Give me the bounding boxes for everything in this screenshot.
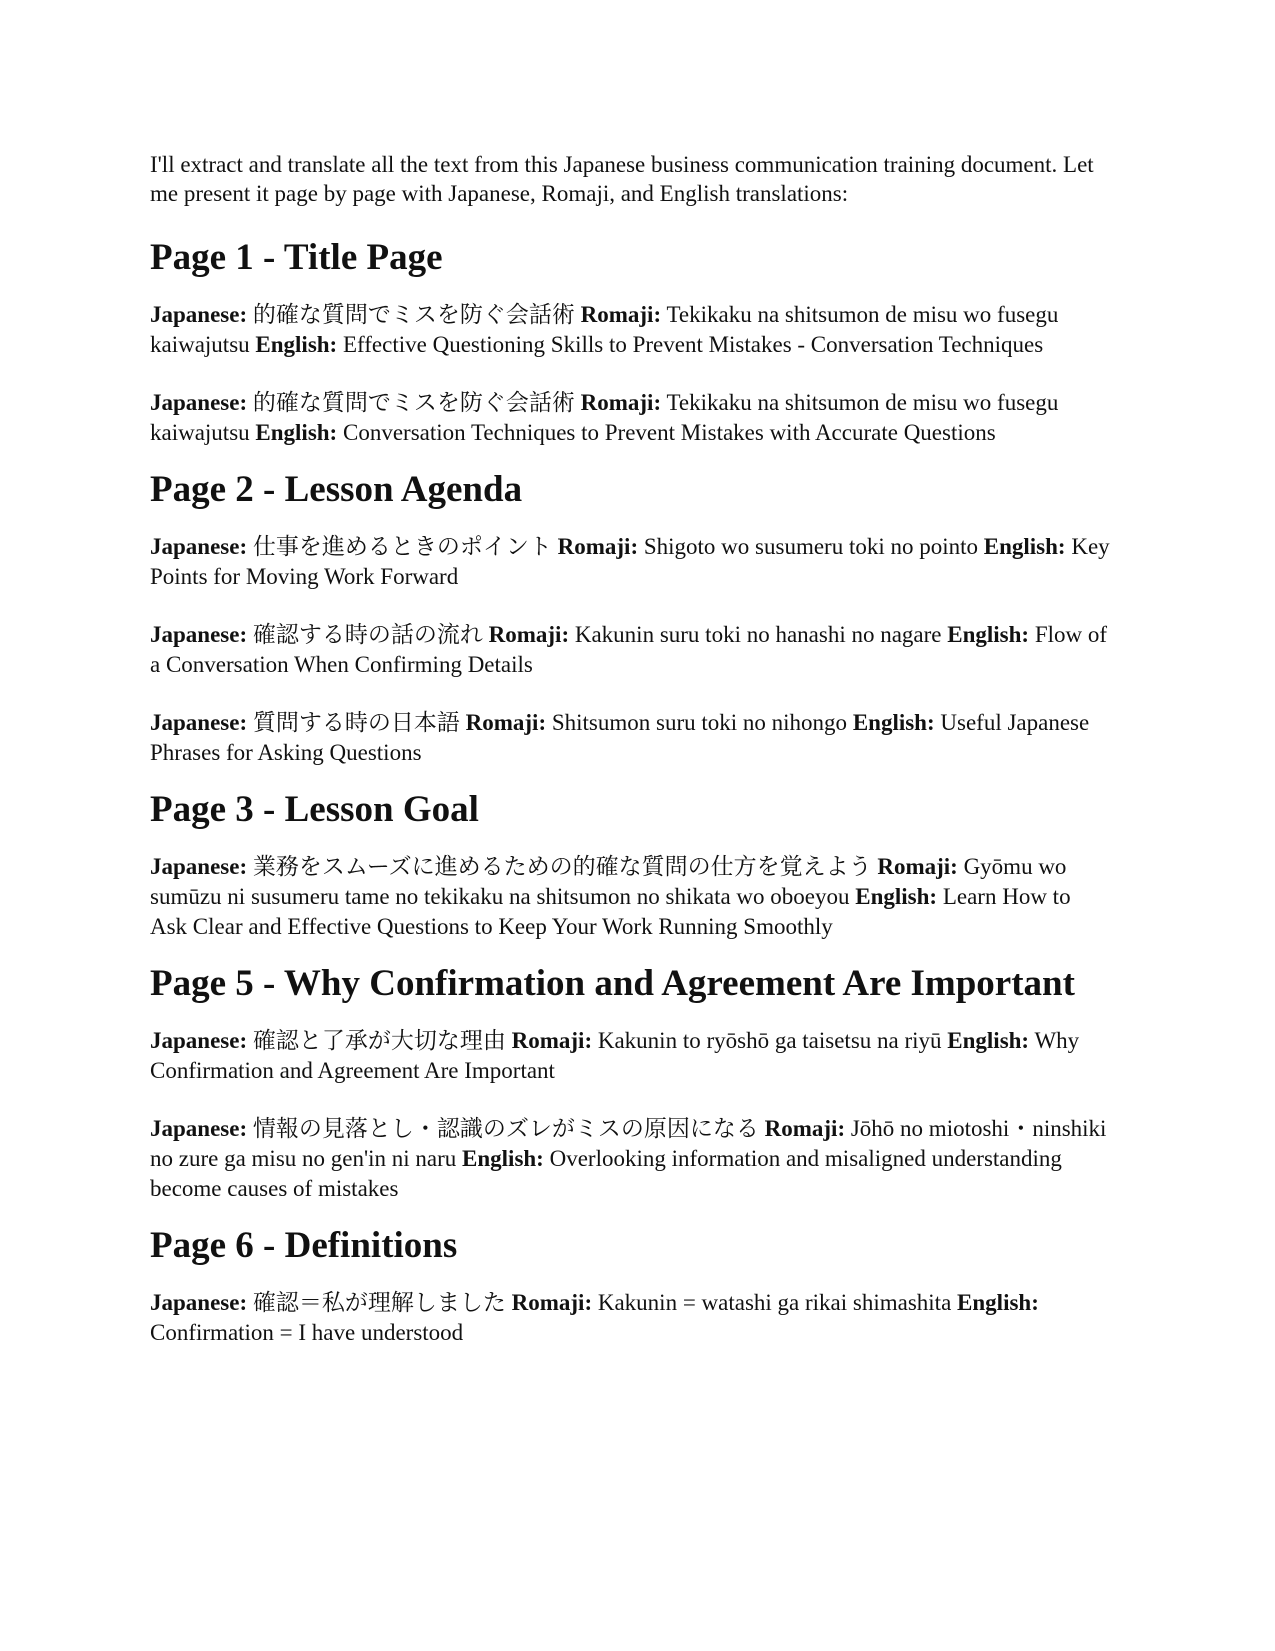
section-heading: Page 2 - Lesson Agenda xyxy=(150,469,523,510)
english-label: English: xyxy=(957,1290,1039,1315)
romaji-text: Kakunin suru toki no hanashi no nagare xyxy=(574,622,942,647)
english-label: English: xyxy=(983,534,1066,559)
romaji-text: Gyōmu wo sumūzu ni susumeru tame no tekikaku na shitsumon no shikata wo oboeyou xyxy=(150,854,1067,909)
japanese-text: 情報の見落とし・認識のズレがミスの原因になる xyxy=(252,1116,759,1142)
japanese-text: 的確な質問でミスを防ぐ会話術 xyxy=(252,302,575,328)
translation-entry xyxy=(150,852,1110,942)
japanese-text: 質問する時の日本語 xyxy=(252,710,460,736)
intro-paragraph: I'll extract and translate all the text from this Japanese business communication training document. Let me present it page by page with Japanese, Romaji, and English translations: xyxy=(150,152,1094,206)
romaji-text: Kakunin = watashi ga rikai shimashita xyxy=(597,1290,952,1315)
english-label: English: xyxy=(947,1028,1030,1053)
translation-entry xyxy=(150,708,1110,768)
japanese-text: 業務をスムーズに進めるための的確な質問の仕方を覚えよう xyxy=(252,854,872,880)
romaji-label: Romaji: xyxy=(580,390,662,415)
romaji-label: Romaji: xyxy=(488,622,570,647)
romaji-label: Romaji: xyxy=(511,1290,593,1315)
japanese-text: 確認＝私が理解しました xyxy=(252,1290,506,1316)
japanese-text: 確認する時の話の流れ xyxy=(252,622,483,648)
translation-entry xyxy=(150,388,1110,448)
romaji-label: Romaji: xyxy=(557,534,639,559)
japanese-label: Japanese: xyxy=(150,622,248,647)
english-label: English: xyxy=(462,1146,544,1171)
english-text: Useful Japanese Phrases for Asking Questions xyxy=(150,710,1090,765)
english-text: Overlooking information and misaligned understanding become causes of mistakes xyxy=(150,1146,1062,1201)
japanese-label: Japanese: xyxy=(150,534,248,559)
romaji-text: Jōhō no miotoshi・ninshiki no zure ga misu no gen'in ni naru xyxy=(150,1116,1107,1171)
japanese-label: Japanese: xyxy=(150,1028,248,1053)
japanese-text: 仕事を進めるときのポイント xyxy=(252,534,552,560)
romaji-text: Kakunin to ryōshō ga taisetsu na riyū xyxy=(597,1028,942,1053)
english-text: Learn How to Ask Clear and Effective Questions to Keep Your Work Running Smoothly xyxy=(150,884,1071,939)
translation-entry xyxy=(150,300,1110,360)
english-label: English: xyxy=(852,710,935,735)
romaji-label: Romaji: xyxy=(877,854,958,879)
romaji-label: Romaji: xyxy=(580,302,662,327)
translation-entry xyxy=(150,620,1110,680)
english-label: English: xyxy=(255,332,338,357)
romaji-label: Romaji: xyxy=(465,710,547,735)
section-heading: Page 3 - Lesson Goal xyxy=(150,789,479,830)
english-label: English: xyxy=(855,884,938,909)
section xyxy=(150,1224,1110,1348)
english-text: Why Confirmation and Agreement Are Important xyxy=(150,1028,1080,1083)
japanese-label: Japanese: xyxy=(150,1116,248,1141)
japanese-text: 的確な質問でミスを防ぐ会話術 xyxy=(252,390,575,416)
section-heading: Page 1 - Title Page xyxy=(150,237,443,278)
english-label: English: xyxy=(947,622,1030,647)
translation-entry xyxy=(150,1114,1110,1204)
romaji-text: Shigoto wo susumeru toki no pointo xyxy=(643,534,979,559)
japanese-label: Japanese: xyxy=(150,302,248,327)
romaji-label: Romaji: xyxy=(764,1116,846,1141)
english-label: English: xyxy=(255,420,338,445)
section-heading: Page 5 - Why Confirmation and Agreement Are Important xyxy=(150,963,1075,1004)
romaji-text: Shitsumon suru toki no nihongo xyxy=(551,710,848,735)
english-text: Confirmation = I have understood xyxy=(150,1320,464,1345)
translation-entry xyxy=(150,532,1110,592)
section xyxy=(150,788,1110,942)
english-text: Conversation Techniques to Prevent Mistakes with Accurate Questions xyxy=(342,420,996,445)
japanese-label: Japanese: xyxy=(150,854,248,879)
japanese-text: 確認と了承が大切な理由 xyxy=(252,1028,506,1054)
translation-entry xyxy=(150,1026,1110,1086)
sections-container xyxy=(150,236,1110,1348)
section-heading: Page 6 - Definitions xyxy=(150,1225,458,1266)
japanese-label: Japanese: xyxy=(150,710,248,735)
english-text: Effective Questioning Skills to Prevent Mistakes - Conversation Techniques xyxy=(342,332,1044,357)
document-page xyxy=(150,150,1110,1368)
section xyxy=(150,962,1110,1204)
japanese-label: Japanese: xyxy=(150,390,248,415)
translation-entry xyxy=(150,1288,1110,1348)
english-text: Key Points for Moving Work Forward xyxy=(150,534,1110,589)
japanese-label: Japanese: xyxy=(150,1290,248,1315)
romaji-label: Romaji: xyxy=(511,1028,593,1053)
section xyxy=(150,236,1110,448)
section xyxy=(150,468,1110,768)
romaji-text: Tekikaku na shitsumon de misu wo fusegu kaiwajutsu xyxy=(150,302,1059,357)
english-text: Flow of a Conversation When Confirming Details xyxy=(150,622,1108,677)
romaji-text: Tekikaku na shitsumon de misu wo fusegu kaiwajutsu xyxy=(150,390,1059,445)
